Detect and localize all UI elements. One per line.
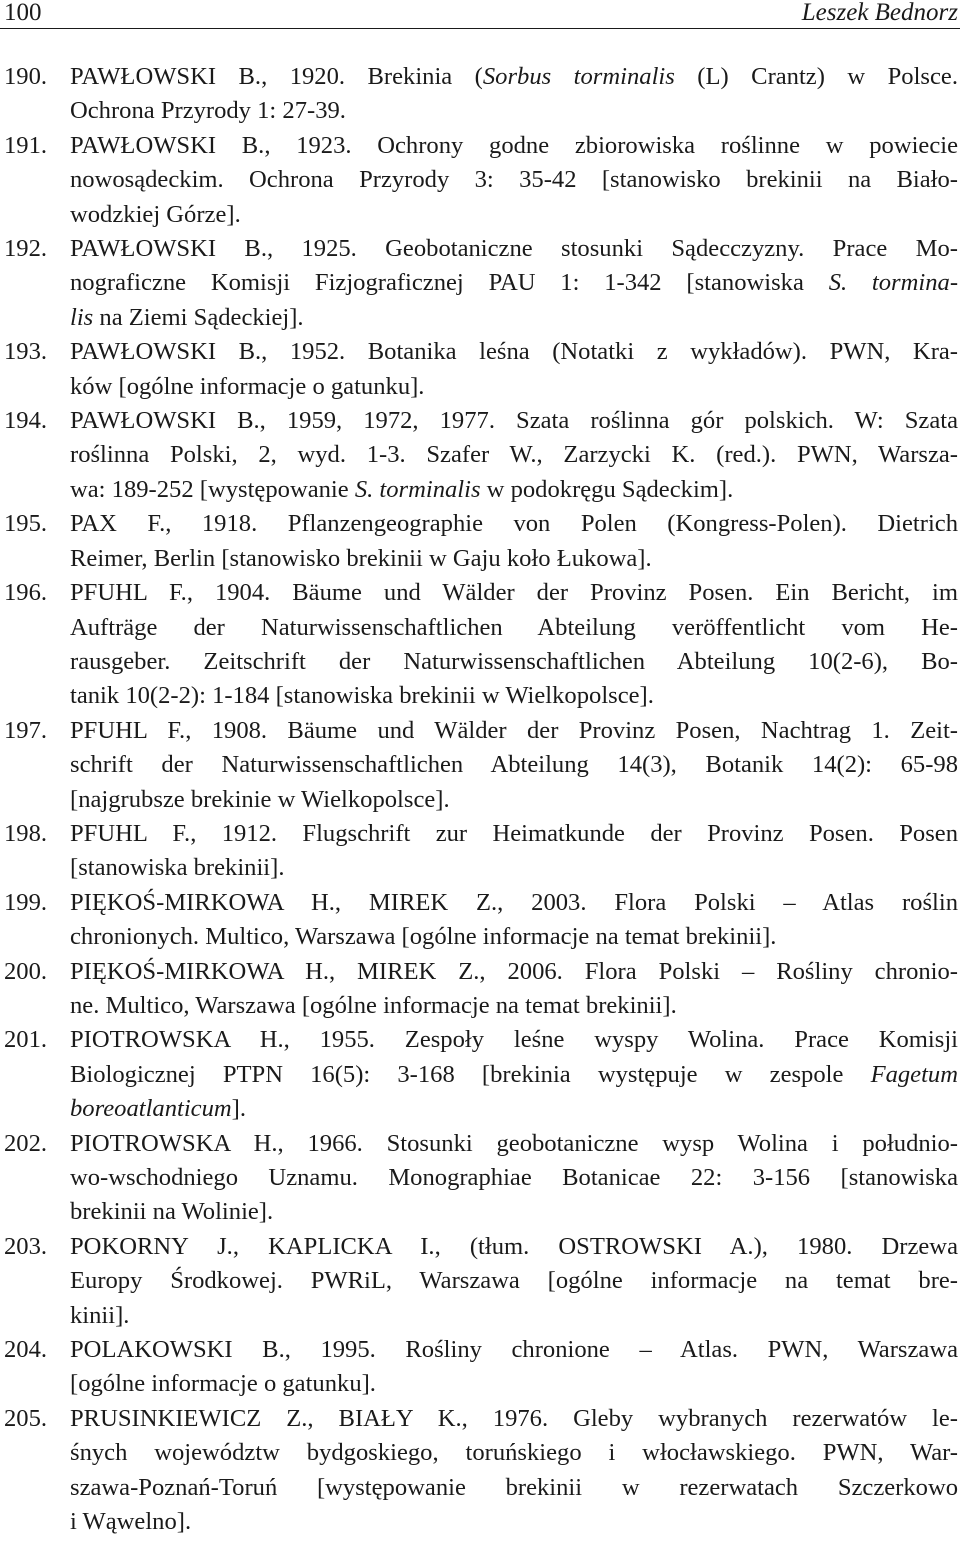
- text-run: PRUSINKIEWICZ Z., BIAŁY K., 1976. Gleby wybranych rezerwatów le-: [70, 1404, 958, 1432]
- reference-text: [70, 955, 960, 1024]
- running-head-author: Leszek Bednorz: [801, 0, 958, 26]
- reference-line: [70, 817, 960, 851]
- text-run: nograficzne Komisji Fizjograficznej PAU 1: 1-342 [stanowiska: [70, 269, 829, 297]
- text-run: [stanowiska brekinii].: [70, 854, 285, 882]
- text-run: PIĘKOŚ-MIRKOWA H., MIREK Z., 2003. Flora Polski – Atlas roślin: [70, 888, 958, 916]
- reference-number: 203.: [4, 1232, 48, 1260]
- reference-entry: [0, 714, 960, 817]
- reference-text: [70, 886, 960, 955]
- text-run: Aufträge der Naturwissenschaftlichen Abteilung veröffentlicht vom He-: [70, 613, 958, 641]
- text-run: PAWŁOWSKI B., 1952. Botanika leśna (Notatki z wykładów). PWN, Kra-: [70, 338, 958, 366]
- italic-taxon: S. tormina-: [828, 269, 959, 297]
- text-run: PIOTROWSKA H., 1955. Zespoły leśne wyspy Wolina. Prace Komisji: [70, 1026, 958, 1054]
- reference-line: [70, 1195, 960, 1229]
- reference-number: 200.: [4, 957, 48, 985]
- text-run: PFUHL F., 1912. Flugschrift zur Heimatkunde der Provinz Posen. Posen: [70, 819, 958, 847]
- reference-number: 190.: [4, 63, 48, 90]
- reference-number: 193.: [4, 338, 48, 366]
- reference-entry: [0, 507, 960, 576]
- reference-line: [70, 198, 960, 232]
- reference-line: [70, 438, 960, 472]
- text-run: na Ziemi Sądeckiej].: [93, 303, 304, 331]
- text-run: Reimer, Berlin [stanowisko brekinii w Gaju koło Łukowa].: [70, 544, 652, 572]
- reference-line: [70, 851, 960, 885]
- text-run: roślinna Polski, 2, wyd. 1-3. Szafer W., Zarzycki K. (red.). PWN, Warsza-: [70, 441, 958, 469]
- reference-line: [70, 1092, 960, 1126]
- reference-entry: [0, 817, 960, 886]
- reference-number: 199.: [4, 888, 48, 916]
- reference-entry: [0, 886, 960, 955]
- reference-line: [70, 611, 960, 645]
- reference-text: [70, 817, 960, 886]
- text-run: Biologicznej PTPN 16(5): 3-168 [brekinia występuje w zespole: [70, 1060, 871, 1088]
- text-run: [najgrubsze brekinie w Wielkopolsce].: [70, 785, 450, 813]
- text-run: w podokręgu Sądeckim].: [480, 475, 734, 503]
- running-header: [0, 0, 960, 29]
- reference-number: 202.: [4, 1129, 48, 1157]
- text-run: wa: 189-252 [występowanie: [70, 475, 355, 503]
- reference-entry: [0, 1023, 960, 1126]
- reference-line: [70, 1230, 960, 1264]
- reference-line: [70, 576, 960, 610]
- reference-number: 191.: [4, 131, 48, 159]
- reference-line: [70, 542, 960, 576]
- text-run: PFUHL F., 1908. Bäume und Wälder der Provinz Posen, Nachtrag 1. Zeit-: [70, 716, 958, 744]
- page-number: 100: [4, 0, 42, 26]
- reference-line: [70, 679, 960, 713]
- reference-line: [70, 714, 960, 748]
- text-run: śnych województw bydgoskiego, toruńskiego i włocławskiego. PWN, War-: [70, 1439, 958, 1467]
- reference-line: [70, 1436, 960, 1470]
- text-run: PAWŁOWSKI B., 1925. Geobotaniczne stosunki Sądecczyzny. Prace Mo-: [70, 235, 958, 263]
- reference-line: [70, 1058, 960, 1092]
- reference-entry: [0, 1333, 960, 1402]
- text-run: PAWŁOWSKI B., 1920. Brekinia (: [70, 63, 483, 90]
- reference-line: [70, 1161, 960, 1195]
- text-run: PIOTROWSKA H., 1966. Stosunki geobotaniczne wysp Wolina i południo-: [70, 1129, 958, 1157]
- reference-number: 205.: [4, 1404, 48, 1432]
- reference-line: [70, 94, 960, 128]
- reference-line: [70, 507, 960, 541]
- reference-text: [70, 60, 960, 129]
- reference-line: [70, 1299, 960, 1333]
- italic-taxon: S. torminalis: [354, 475, 481, 503]
- text-run: chronionych. Multico, Warszawa [ogólne informacje na temat brekinii].: [70, 923, 777, 951]
- text-run: i Wąwelno].: [70, 1508, 192, 1536]
- reference-line: [70, 783, 960, 817]
- text-run: nowosądeckim. Ochrona Przyrody 3: 35-42 [stanowisko brekinii na Biało-: [70, 166, 958, 194]
- reference-line: [70, 266, 960, 300]
- text-run: (L) Crantz) w Polsce.: [674, 63, 958, 90]
- text-run: ].: [231, 1095, 247, 1123]
- reference-text: [70, 1230, 960, 1333]
- reference-number: 204.: [4, 1336, 48, 1364]
- reference-text: [70, 1333, 960, 1402]
- text-run: szawa-Poznań-Toruń [występowanie brekinii w rezerwatach Szczerkowo: [70, 1473, 958, 1501]
- reference-number: 201.: [4, 1026, 48, 1054]
- reference-entry: [0, 1230, 960, 1333]
- reference-number: 194.: [4, 407, 48, 435]
- reference-line: [70, 473, 960, 507]
- bibliography-list: [0, 60, 960, 1539]
- text-run: Europy Środkowej. PWRiL, Warszawa [ogólne informacje na temat bre-: [70, 1267, 958, 1295]
- text-run: POKORNY J., KAPLICKA I., (tłum. OSTROWSKI A.), 1980. Drzewa: [70, 1232, 958, 1260]
- reference-line: [70, 60, 960, 94]
- reference-entry: [0, 335, 960, 404]
- reference-line: [70, 1264, 960, 1298]
- reference-line: [70, 163, 960, 197]
- reference-line: [70, 748, 960, 782]
- reference-text: [70, 404, 960, 507]
- italic-taxon: Sorbus torminalis: [482, 63, 675, 90]
- reference-line: [70, 1471, 960, 1505]
- reference-line: [70, 232, 960, 266]
- text-run: PFUHL F., 1904. Bäume und Wälder der Provinz Posen. Ein Bericht, im: [70, 579, 958, 607]
- reference-text: [70, 1127, 960, 1230]
- reference-line: [70, 1402, 960, 1436]
- reference-text: [70, 335, 960, 404]
- reference-entry: [0, 404, 960, 507]
- reference-entry: [0, 576, 960, 714]
- reference-line: [70, 301, 960, 335]
- text-run: wodzkiej Górze].: [70, 200, 241, 228]
- text-run: PIĘKOŚ-MIRKOWA H., MIREK Z., 2006. Flora Polski – Rośliny chronio-: [70, 957, 958, 985]
- reference-text: [70, 1023, 960, 1126]
- reference-entry: [0, 232, 960, 335]
- text-run: brekinii na Wolinie].: [70, 1198, 274, 1226]
- text-run: kinii].: [70, 1301, 130, 1329]
- reference-line: [70, 370, 960, 404]
- reference-line: [70, 955, 960, 989]
- reference-line: [70, 1127, 960, 1161]
- reference-entry: [0, 955, 960, 1024]
- text-run: ne. Multico, Warszawa [ogólne informacje na temat brekinii].: [70, 991, 677, 1019]
- reference-line: [70, 989, 960, 1023]
- text-run: PAX F., 1918. Pflanzengeographie von Polen (Kongress-Polen). Dietrich: [70, 510, 958, 538]
- text-run: tanik 10(2-2): 1-184 [stanowiska brekinii w Wielkopolsce].: [70, 682, 654, 710]
- text-run: rausgeber. Zeitschrift der Naturwissenschaftlichen Abteilung 10(2-6), Bo-: [70, 647, 958, 675]
- reference-line: [70, 1367, 960, 1401]
- text-run: ków [ogólne informacje o gatunku].: [70, 372, 425, 400]
- text-run: [ogólne informacje o gatunku].: [70, 1370, 376, 1398]
- reference-entry: [0, 60, 960, 129]
- reference-text: [70, 1402, 960, 1540]
- reference-number: 196.: [4, 579, 48, 607]
- reference-number: 195.: [4, 510, 48, 538]
- reference-text: [70, 232, 960, 335]
- text-run: Ochrona Przyrody 1: 27-39.: [70, 97, 346, 125]
- text-run: PAWŁOWSKI B., 1959, 1972, 1977. Szata roślinna gór polskich. W: Szata: [70, 407, 958, 435]
- italic-taxon: lis: [70, 303, 94, 331]
- reference-line: [70, 404, 960, 438]
- reference-entry: [0, 1127, 960, 1230]
- text-run: PAWŁOWSKI B., 1923. Ochrony godne zbiorowiska roślinne w powiecie: [70, 131, 958, 159]
- reference-line: [70, 920, 960, 954]
- reference-text: [70, 576, 960, 714]
- reference-entry: [0, 1402, 960, 1540]
- reference-text: [70, 129, 960, 232]
- reference-line: [70, 1333, 960, 1367]
- reference-number: 198.: [4, 819, 48, 847]
- reference-line: [70, 129, 960, 163]
- text-run: wo-wschodniego Uznamu. Monographiae Botanicae 22: 3-156 [stanowiska: [70, 1164, 958, 1191]
- reference-number: 192.: [4, 235, 48, 263]
- italic-taxon: Fagetum: [870, 1060, 958, 1088]
- reference-line: [70, 335, 960, 369]
- reference-entry: [0, 129, 960, 232]
- text-run: schrift der Naturwissenschaftlichen Abteilung 14(3), Botanik 14(2): 65-98: [70, 751, 958, 779]
- reference-line: [70, 645, 960, 679]
- reference-line: [70, 1505, 960, 1539]
- reference-line: [70, 886, 960, 920]
- reference-line: [70, 1023, 960, 1057]
- text-run: POLAKOWSKI B., 1995. Rośliny chronione – Atlas. PWN, Warszawa: [70, 1336, 958, 1364]
- reference-text: [70, 714, 960, 817]
- reference-number: 197.: [4, 716, 48, 744]
- reference-text: [70, 507, 960, 576]
- italic-taxon: boreoatlanticum: [70, 1095, 232, 1123]
